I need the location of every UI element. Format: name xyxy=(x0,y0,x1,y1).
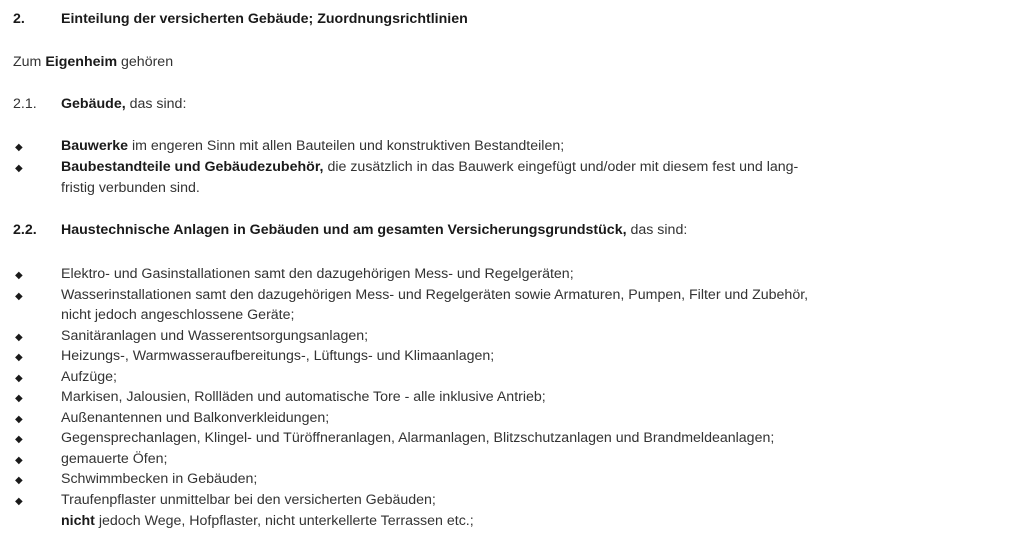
bullet-icon: ◆ xyxy=(15,393,23,404)
heading-title: Einteilung der versicherten Gebäude; Zuordnungsrichtlinien xyxy=(61,11,468,27)
bullet-icon: ◆ xyxy=(15,163,23,174)
list-item xyxy=(61,159,798,175)
list-item-text: die zusätzlich in das Bauwerk eingefügt und/oder mit diesem fest und lang- xyxy=(323,159,799,175)
intro-prefix: Zum xyxy=(13,54,46,70)
list-item-continuation: fristig verbunden sind. xyxy=(61,180,200,196)
bullet-icon: ◆ xyxy=(15,332,23,343)
intro-suffix: gehören xyxy=(117,54,174,70)
list-item: gemauerte Öfen; xyxy=(61,451,168,467)
list-item: Traufenpflaster unmittelbar bei den versicherten Gebäuden; xyxy=(61,492,436,508)
list-item: Außenantennen und Balkonverkleidungen; xyxy=(61,410,330,426)
list-item xyxy=(61,138,564,154)
bullet-icon: ◆ xyxy=(15,291,23,302)
bullet-icon: ◆ xyxy=(15,475,23,486)
subsection-2-1-rest: das sind: xyxy=(125,96,187,112)
list-item: Sanitäranlagen und Wasserentsorgungsanlagen; xyxy=(61,328,369,344)
list-item-continuation: nicht jedoch angeschlossene Geräte; xyxy=(61,307,295,323)
subsection-2-2-title xyxy=(61,222,687,238)
bullet-icon: ◆ xyxy=(15,434,23,445)
list-item-text: jedoch Wege, Hofpflaster, nicht unterkellerte Terrassen etc.; xyxy=(94,513,474,529)
subsection-2-2-bold: Haustechnische Anlagen in Gebäuden und am gesamten Versicherungsgrundstück, xyxy=(61,222,627,238)
subsection-2-2-number: 2.2. xyxy=(13,222,37,238)
subsection-2-2-rest: das sind: xyxy=(626,222,688,238)
subsection-2-1-number: 2.1. xyxy=(13,96,37,112)
subsection-2-1-title xyxy=(61,96,186,112)
list-item-text: im engeren Sinn mit allen Bauteilen und konstruktiven Bestandteilen; xyxy=(128,138,565,154)
bullet-icon: ◆ xyxy=(15,373,23,384)
list-item-bold: Baubestandteile und Gebäudezubehör, xyxy=(61,159,324,175)
list-item-continuation xyxy=(61,513,474,529)
list-item: Aufzüge; xyxy=(61,369,118,385)
list-item: Markisen, Jalousien, Rollläden und automatische Tore - alle inklusive Antrieb; xyxy=(61,389,546,405)
list-item: Schwimmbecken in Gebäuden; xyxy=(61,471,258,487)
list-item-bold: Bauwerke xyxy=(61,138,129,154)
bullet-icon: ◆ xyxy=(15,414,23,425)
heading-number: 2. xyxy=(13,11,25,27)
bullet-icon: ◆ xyxy=(15,142,23,153)
list-item-bold: nicht xyxy=(61,513,95,529)
list-item: Wasserinstallationen samt den dazugehörigen Mess- und Regelgeräten sowie Armaturen, Pumpen, Filter und Zubehör, xyxy=(61,287,809,303)
bullet-icon: ◆ xyxy=(15,270,23,281)
list-item: Elektro- und Gasinstallationen samt den dazugehörigen Mess- und Regelgeräten; xyxy=(61,266,574,282)
list-item: Heizungs-, Warmwasseraufbereitungs-, Lüftungs- und Klimaanlagen; xyxy=(61,348,495,364)
subsection-2-1-bold: Gebäude, xyxy=(61,96,126,112)
intro-bold: Eigenheim xyxy=(45,54,118,70)
intro-line xyxy=(13,54,173,70)
bullet-icon: ◆ xyxy=(15,352,23,363)
bullet-icon: ◆ xyxy=(15,496,23,507)
bullet-icon: ◆ xyxy=(15,455,23,466)
list-item: Gegensprechanlagen, Klingel- und Türöffneranlagen, Alarmanlagen, Blitzschutzanlagen und Brandmeldeanlagen; xyxy=(61,430,775,446)
